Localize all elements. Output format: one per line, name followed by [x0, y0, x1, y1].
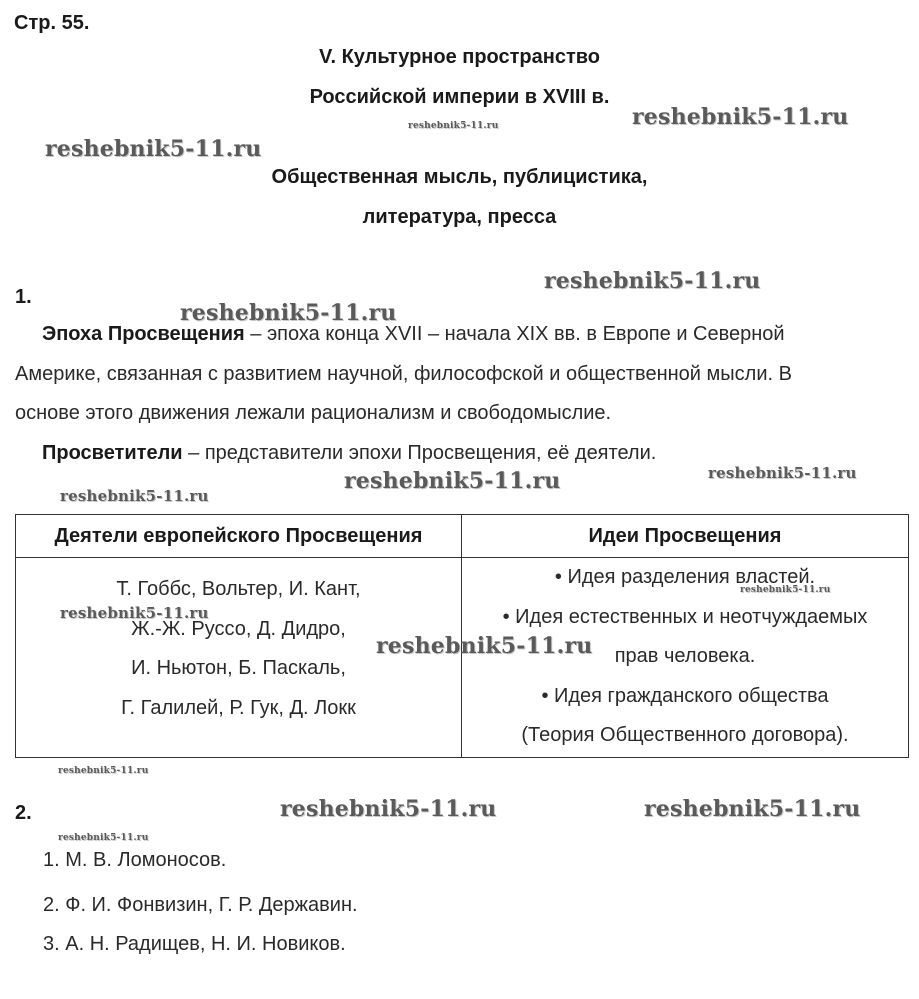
- figures-line: Г. Галилей, Р. Гук, Д. Локк: [121, 696, 356, 719]
- section-subtitle: Общественная мысль, публицистика,: [271, 166, 648, 188]
- watermark: reshebnik5-11.ru: [544, 268, 761, 294]
- watermark: reshebnik5-11.ru: [180, 300, 397, 326]
- watermark: reshebnik5-11.ru: [408, 121, 499, 131]
- term-enlighteners: Просветители: [42, 442, 183, 464]
- page-number: Стр. 55.: [14, 12, 90, 34]
- definition-text: – представители эпохи Просвещения, её деятели.: [182, 442, 657, 464]
- watermark: reshebnik5-11.ru: [280, 796, 497, 822]
- idea-line: • Идея гражданского общества: [541, 684, 829, 707]
- watermark: reshebnik5-11.ru: [45, 136, 262, 162]
- watermark: reshebnik5-11.ru: [58, 833, 149, 843]
- watermark: reshebnik5-11.ru: [740, 585, 831, 595]
- definition-enlighteners: [42, 433, 656, 473]
- table-header-row: [16, 515, 909, 558]
- section-subtitle-line2: литература, пресса: [362, 206, 557, 228]
- list-item: 3. А. Н. Радищев, Н. И. Новиков.: [43, 933, 346, 955]
- watermark: reshebnik5-11.ru: [376, 633, 593, 659]
- definition-text: – эпоха конца XVII – начала XIX вв. в Европе и Северной: [244, 323, 785, 345]
- figures-line: Т. Гоббс, Вольтер, И. Кант,: [116, 578, 361, 600]
- idea-line: • Идея разделения властей.: [554, 566, 816, 588]
- term-enlightenment: Эпоха Просвещения: [42, 323, 245, 345]
- task-number-1: 1.: [15, 286, 32, 308]
- definition-line: Америке, связанная с развитием научной, философской и общественной мысли. В: [15, 363, 792, 385]
- definition-line: основе этого движения лежали рационализм и свободомыслие.: [15, 402, 612, 424]
- idea-line: • Идея естественных и неотчуждаемых: [502, 605, 868, 628]
- chapter-title-line2: Российской империи в XVIII в.: [309, 86, 610, 108]
- watermark: reshebnik5-11.ru: [632, 104, 849, 130]
- watermark: reshebnik5-11.ru: [60, 487, 209, 505]
- list-item: 2. Ф. И. Фонвизин, Г. Р. Державин.: [43, 894, 358, 916]
- watermark: reshebnik5-11.ru: [60, 604, 209, 622]
- watermark: reshebnik5-11.ru: [58, 766, 149, 776]
- list-item: 1. М. В. Ломоносов.: [43, 849, 227, 871]
- figures-line: И. Ньютон, Б. Паскаль,: [131, 657, 346, 679]
- table-header-ideas: Идеи Просвещения: [462, 515, 909, 558]
- table-header-figures: Деятели европейского Просвещения: [16, 515, 462, 558]
- watermark: reshebnik5-11.ru: [708, 464, 857, 482]
- watermark: reshebnik5-11.ru: [644, 796, 861, 822]
- task-number-2: 2.: [15, 802, 32, 824]
- idea-line: (Теория Общественного договора).: [521, 724, 849, 746]
- chapter-title: V. Культурное пространство: [318, 46, 601, 68]
- idea-line: прав человека.: [614, 645, 756, 667]
- watermark: reshebnik5-11.ru: [344, 468, 561, 494]
- figures-line: Ж.-Ж. Руссо, Д. Дидро,: [131, 617, 346, 640]
- definition-enlightenment: [42, 314, 785, 354]
